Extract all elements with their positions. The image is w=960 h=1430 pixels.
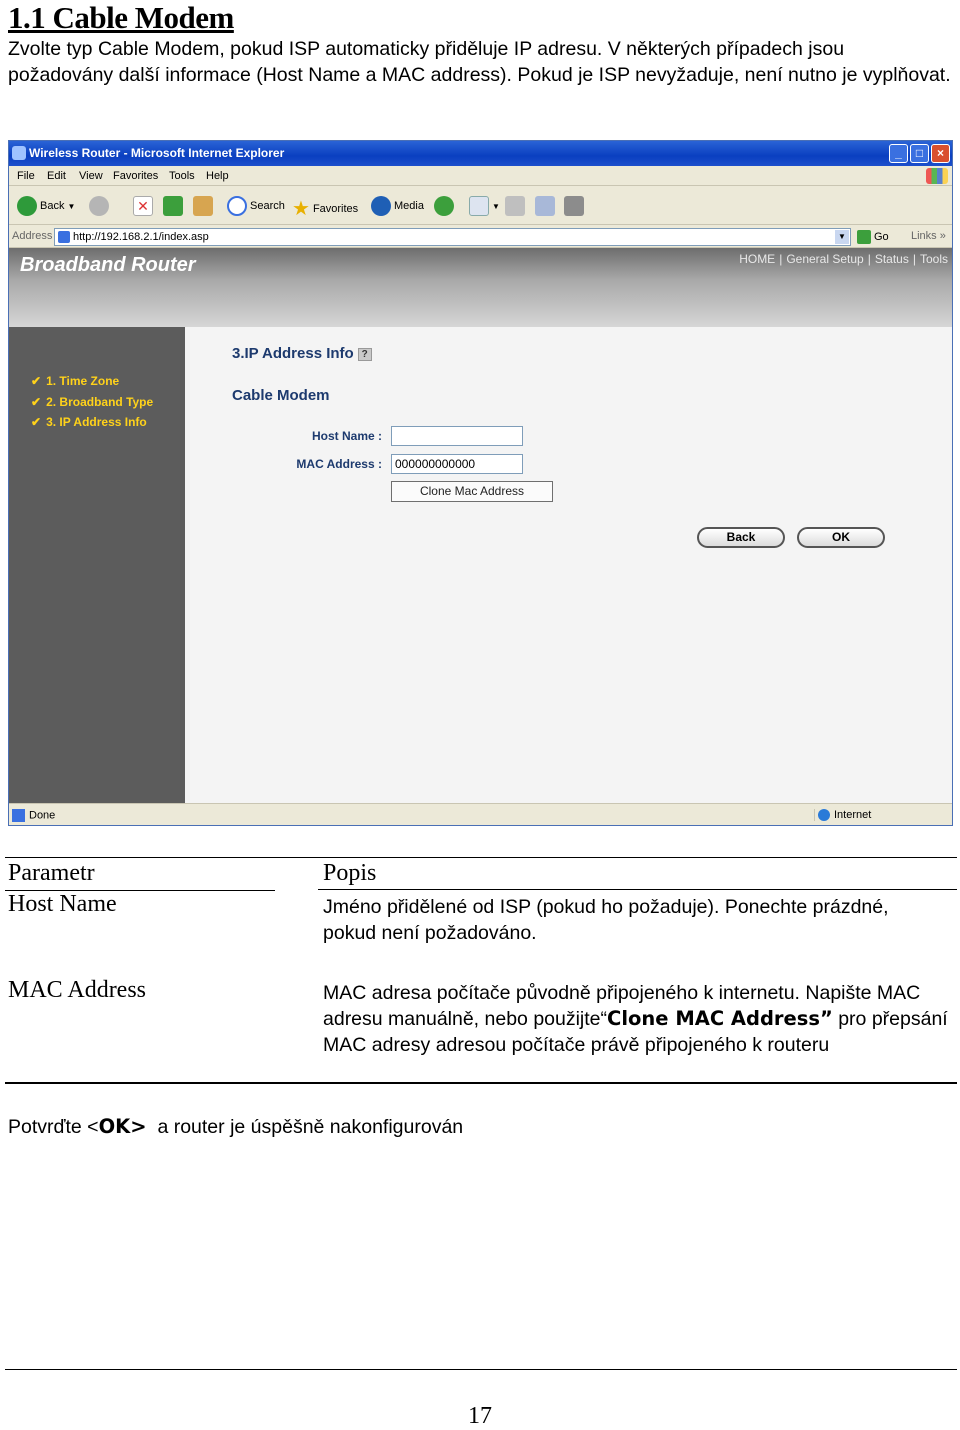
top-navigation: HOME | General Setup | Status | Tools [739, 252, 948, 266]
edit-icon [535, 196, 555, 216]
browser-screenshot [8, 140, 953, 826]
refresh-icon [163, 196, 183, 216]
back-button[interactable] [17, 196, 75, 216]
status-text [12, 809, 55, 822]
print-icon [505, 196, 525, 216]
edit-button[interactable] [535, 196, 555, 216]
back-label: Back [40, 200, 65, 212]
mac-address-input[interactable] [391, 454, 523, 474]
favorites-label: Favorites [312, 202, 359, 215]
favorites-button[interactable] [292, 196, 358, 221]
clone-mac-address-button[interactable]: Clone Mac Address [391, 481, 553, 502]
menu-edit[interactable]: Edit [47, 170, 66, 182]
confirm-instruction [8, 1115, 463, 1139]
home-button[interactable] [193, 196, 213, 216]
mac-address-label: MAC Address : [296, 457, 382, 471]
chevron-down-icon: ▼ [67, 201, 76, 211]
star-icon: ★ [292, 198, 310, 220]
confirm-text: a router je úspěšně nakonfigurován [146, 1116, 464, 1138]
window-title: Wireless Router - Microsoft Internet Explorer [29, 146, 285, 160]
desc-text: MAC adresa počítače původně připojeného k internetu. Napište MAC adresu manuálně, nebo použijte“ [323, 982, 921, 1030]
messenger-icon [564, 196, 584, 216]
zone-label: Internet [834, 809, 872, 821]
url-input[interactable] [54, 228, 851, 246]
desc-text: pro přepsání MAC adresy adresou počítače právě připojeného k routeru [323, 1008, 948, 1056]
nav-tools[interactable]: Tools [919, 252, 948, 266]
table-row-param: MAC Address [8, 977, 147, 1003]
page-done-icon [12, 809, 25, 822]
page-icon [58, 231, 70, 243]
links-button[interactable]: Links » [911, 230, 946, 242]
table-header-param: Parametr [8, 860, 95, 886]
checkmark-icon: ✔ [31, 415, 42, 429]
forward-button[interactable] [89, 196, 109, 216]
connection-type-title: Cable Modem [232, 387, 330, 404]
go-label: Go [874, 230, 889, 243]
menu-favorites[interactable]: Favorites [113, 170, 159, 182]
menu-tools[interactable]: Tools [169, 170, 195, 182]
checkmark-icon: ✔ [31, 374, 42, 388]
url-text: http://192.168.2.1/index.asp [73, 231, 209, 243]
confirm-emphasis: OK> [98, 1115, 147, 1138]
section-heading: 1.1 Cable Modem [8, 0, 234, 35]
media-button[interactable] [371, 196, 424, 216]
menu-file[interactable]: File [17, 170, 35, 182]
go-arrow-icon [857, 230, 871, 244]
history-icon [434, 196, 454, 216]
setup-sidebar [9, 327, 185, 803]
sidebar-item-broadband-type[interactable] [31, 395, 153, 409]
address-label: Address [12, 230, 53, 242]
brand-title: Broadband Router [20, 254, 196, 276]
nav-general-setup[interactable]: General Setup [786, 252, 864, 266]
close-icon[interactable]: × [931, 144, 950, 163]
header-rule-right [318, 889, 957, 890]
desc-emphasis: Clone MAC Address” [607, 1007, 833, 1030]
sidebar-item-label: 3. IP Address Info [46, 415, 147, 429]
table-row-desc: Jméno přidělené od ISP (pokud ho požaduje). Ponechte prázdné, pokud není požadováno. [323, 896, 889, 944]
go-button[interactable] [857, 230, 889, 244]
menu-help[interactable]: Help [206, 170, 229, 182]
footer-rule [5, 1369, 957, 1370]
mail-button[interactable] [469, 196, 500, 216]
globe-icon [818, 809, 830, 821]
window-titlebar [9, 141, 952, 166]
maximize-icon[interactable]: □ [910, 144, 929, 163]
media-label: Media [394, 200, 424, 212]
status-bar [9, 803, 952, 826]
nav-status[interactable]: Status [874, 252, 909, 266]
stop-icon: ✕ [133, 196, 153, 216]
search-label: Search [250, 200, 285, 212]
links-label: Links [911, 230, 937, 242]
search-button[interactable] [227, 196, 285, 216]
chevron-down-icon[interactable]: ▼ [835, 230, 849, 244]
browser-toolbar [9, 187, 952, 225]
mail-icon [469, 196, 489, 216]
print-button[interactable] [505, 196, 525, 216]
help-icon[interactable]: ? [358, 348, 372, 361]
stop-button[interactable] [133, 196, 153, 216]
status-done-label: Done [29, 809, 56, 822]
back-arrow-icon [17, 196, 37, 216]
nav-home[interactable]: HOME [739, 252, 776, 266]
router-header [9, 248, 952, 327]
sidebar-item-time-zone[interactable] [31, 374, 119, 388]
host-name-input[interactable] [391, 426, 523, 446]
forward-arrow-icon [89, 196, 109, 216]
table-bottom-rule [5, 1082, 957, 1084]
history-button[interactable] [434, 196, 454, 216]
windows-logo-icon [926, 168, 948, 184]
table-header-desc: Popis [323, 860, 377, 886]
sidebar-item-label: 2. Broadband Type [46, 395, 154, 409]
minimize-icon[interactable]: _ [889, 144, 908, 163]
section-title [232, 345, 372, 362]
intro-paragraph: Zvolte typ Cable Modem, pokud ISP automaticky přiděluje IP adresu. V některých případech jsou požadovány další informace (Host Name a MAC address). Pokud je ISP nevyžaduje, není nutno je vyplňovat. [8, 38, 951, 86]
menu-view[interactable]: View [79, 170, 103, 182]
table-row-param: Host Name [8, 891, 117, 917]
messenger-button[interactable] [564, 196, 584, 216]
table-top-rule [5, 857, 957, 858]
address-bar [9, 226, 952, 248]
checkmark-icon: ✔ [31, 395, 42, 409]
ie-icon [12, 146, 26, 160]
host-name-label: Host Name : [311, 429, 382, 443]
security-zone [814, 809, 871, 821]
page-number: 17 [468, 1403, 492, 1429]
chevron-down-icon: ▼ [492, 201, 500, 211]
refresh-button[interactable] [163, 196, 183, 216]
web-page [9, 248, 952, 803]
setup-content [185, 327, 953, 803]
ok-button[interactable]: OK [797, 527, 885, 548]
home-icon [193, 196, 213, 216]
search-icon [227, 196, 247, 216]
confirm-text: Potvrďte < [8, 1116, 99, 1138]
table-row-desc [323, 980, 953, 1058]
section-title-text: 3.IP Address Info [232, 345, 354, 362]
sidebar-item-ip-address-info[interactable] [31, 415, 147, 429]
menu-bar [9, 166, 952, 186]
sidebar-item-label: 1. Time Zone [46, 374, 120, 388]
media-icon [371, 196, 391, 216]
back-button[interactable]: Back [697, 527, 785, 548]
